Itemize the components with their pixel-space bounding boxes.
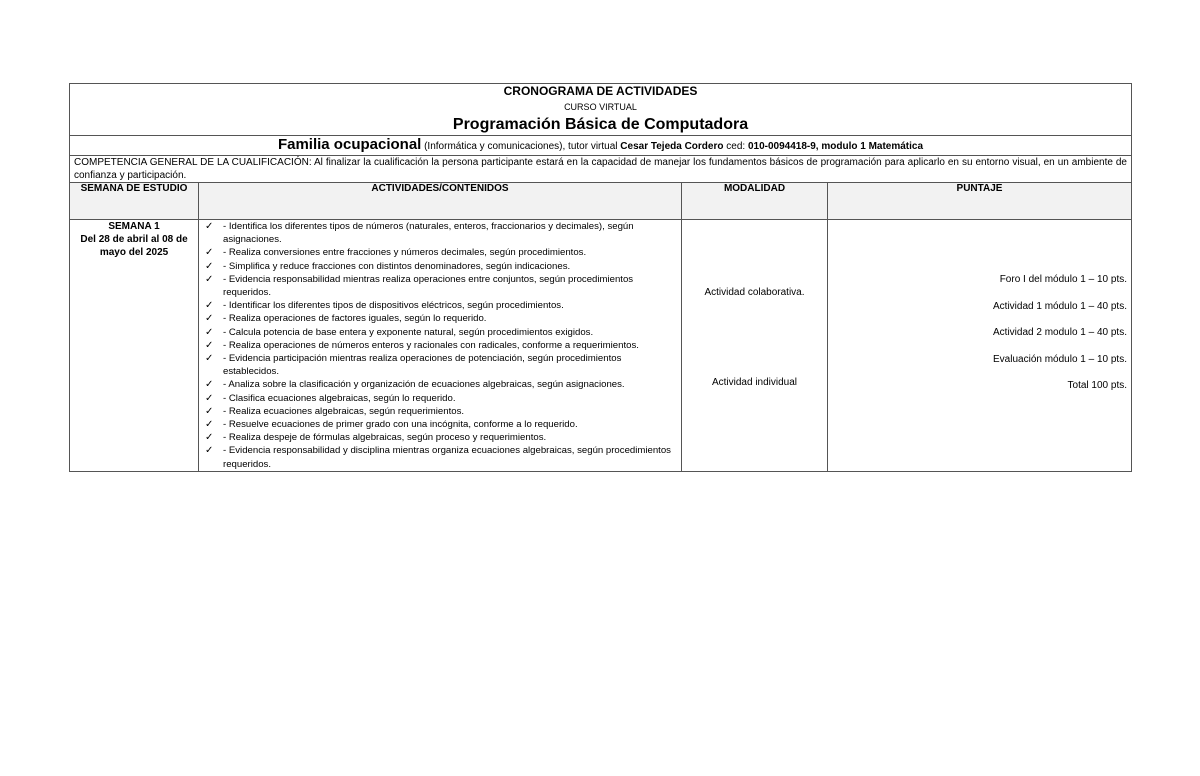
col-header-activities: ACTIVIDADES/CONTENIDOS	[199, 183, 682, 220]
activity-text: - Resuelve ecuaciones de primer grado con una incógnita, conforme a lo requerido.	[223, 419, 578, 431]
activity-item	[203, 273, 677, 299]
activity-item	[203, 352, 677, 378]
checkmark-icon: ✓	[205, 445, 214, 457]
score-total: Total 100 pts.	[1067, 380, 1127, 392]
ced-value: 010-0094418-9, modulo 1 Matemática	[747, 141, 924, 152]
week-dates: Del 28 de abril al 08 de mayo del 2025	[80, 234, 188, 258]
checkmark-icon: ✓	[205, 313, 214, 325]
week-number: SEMANA 1	[108, 221, 160, 232]
activity-item	[203, 339, 677, 352]
activity-item	[203, 260, 677, 273]
competence-row	[70, 156, 1132, 183]
checkmark-icon: ✓	[205, 273, 214, 285]
tutor-name: Cesar Tejeda Cordero	[620, 141, 724, 152]
activity-item	[203, 299, 677, 312]
modality-individual: Actividad individual	[711, 377, 798, 388]
activity-text: - Realiza despeje de fórmulas algebraicas, según proceso y requerimientos.	[223, 432, 547, 444]
checkmark-icon: ✓	[205, 247, 214, 259]
score-item: Evaluación módulo 1 – 10 pts.	[993, 353, 1127, 365]
activity-item	[203, 378, 677, 391]
checkmark-icon: ✓	[205, 326, 214, 338]
activity-text: - Evidencia participación mientras realiza operaciones de potenciación, según procedimientos establecidos.	[223, 353, 622, 378]
activity-item	[203, 444, 677, 470]
col-header-week: SEMANA DE ESTUDIO	[70, 183, 199, 220]
family-detail: (Informática y comunicaciones), tutor virtual	[421, 141, 621, 152]
activity-text: - Identificar los diferentes tipos de dispositivos eléctricos, según procedimientos.	[223, 300, 564, 312]
score-item: Actividad 2 modulo 1 – 40 pts.	[993, 327, 1127, 339]
activity-text: - Calcula potencia de base entera y exponente natural, según procedimientos exigidos.	[223, 326, 594, 338]
course-name: Programación Básica de Computadora	[452, 116, 749, 133]
course-type: CURSO VIRTUAL	[564, 102, 637, 112]
checkmark-icon: ✓	[205, 392, 214, 404]
modality-cell	[682, 220, 828, 472]
activity-text: - Realiza conversiones entre fracciones y números decimales, según procedimientos.	[223, 247, 587, 259]
activity-text: - Realiza operaciones de factores iguales, según lo requerido.	[223, 313, 487, 325]
title-cell	[70, 84, 1132, 136]
score-cell	[828, 220, 1132, 472]
activity-item	[203, 326, 677, 339]
week-cell	[70, 220, 199, 472]
activity-item	[203, 405, 677, 418]
checkmark-icon: ✓	[205, 260, 214, 272]
score-item: Foro I del módulo 1 – 10 pts.	[999, 274, 1127, 285]
activity-item	[203, 312, 677, 325]
col-header-modality: MODALIDAD	[682, 183, 828, 220]
activity-text: - Realiza operaciones de números enteros y racionales con radicales, conforme a requerimientos.	[223, 339, 639, 351]
activity-text: - Realiza ecuaciones algebraicas, según requerimientos.	[223, 405, 465, 417]
column-header-row	[70, 183, 1132, 220]
family-label: Familia ocupacional	[277, 136, 422, 153]
title-row	[70, 84, 1132, 136]
activity-item	[203, 220, 677, 246]
checkmark-icon: ✓	[205, 300, 214, 312]
activity-list	[203, 220, 677, 471]
activities-cell	[199, 220, 682, 472]
checkmark-icon: ✓	[205, 419, 214, 431]
family-row	[70, 136, 1132, 156]
activity-text: - Simplifica y reduce fracciones con distintos denominadores, según indicaciones.	[223, 260, 571, 272]
activity-schedule-table	[69, 83, 1132, 472]
activity-text: - Evidencia responsabilidad y disciplina mientras organiza ecuaciones algebraicas, según procedimientos requeridos.	[223, 445, 671, 470]
modality-collaborative: Actividad colaborativa.	[704, 287, 805, 298]
activity-text: - Evidencia responsabilidad mientras realiza operaciones entre conjuntos, según procedimientos requeridos.	[223, 273, 634, 299]
checkmark-icon: ✓	[205, 339, 214, 351]
checkmark-icon: ✓	[205, 379, 214, 391]
checkmark-icon: ✓	[205, 432, 214, 444]
activity-item	[203, 418, 677, 431]
checkmark-icon: ✓	[205, 353, 214, 365]
checkmark-icon: ✓	[205, 405, 214, 417]
checkmark-icon: ✓	[205, 221, 214, 232]
schedule-title: CRONOGRAMA DE ACTIVIDADES	[503, 84, 698, 98]
col-header-score: PUNTAJE	[828, 183, 1132, 220]
family-cell	[70, 136, 1132, 156]
week-row	[70, 220, 1132, 472]
activity-text: - Identifica los diferentes tipos de números (naturales, enteros, fraccionarios y decimales), según asignaciones.	[223, 221, 634, 246]
activity-item	[203, 431, 677, 444]
score-item: Actividad 1 módulo 1 – 40 pts.	[993, 300, 1127, 312]
activity-text: - Analiza sobre la clasificación y organización de ecuaciones algebraicas, según asignaciones.	[223, 379, 625, 391]
activity-text: - Clasifica ecuaciones algebraicas, según lo requerido.	[223, 392, 456, 404]
competence-text: COMPETENCIA GENERAL DE LA CUALIFICACIÓN: Al finalizar la cualificación la persona participante estará en la capacidad de manejar los fundamentos básicos de programación para aplicarlo en su entorno visual, en un ambiente de confianza y participación.	[70, 156, 1132, 183]
score-list	[832, 273, 1127, 392]
activity-item	[203, 246, 677, 259]
activity-item	[203, 392, 677, 405]
ced-label: ced:	[723, 141, 748, 152]
